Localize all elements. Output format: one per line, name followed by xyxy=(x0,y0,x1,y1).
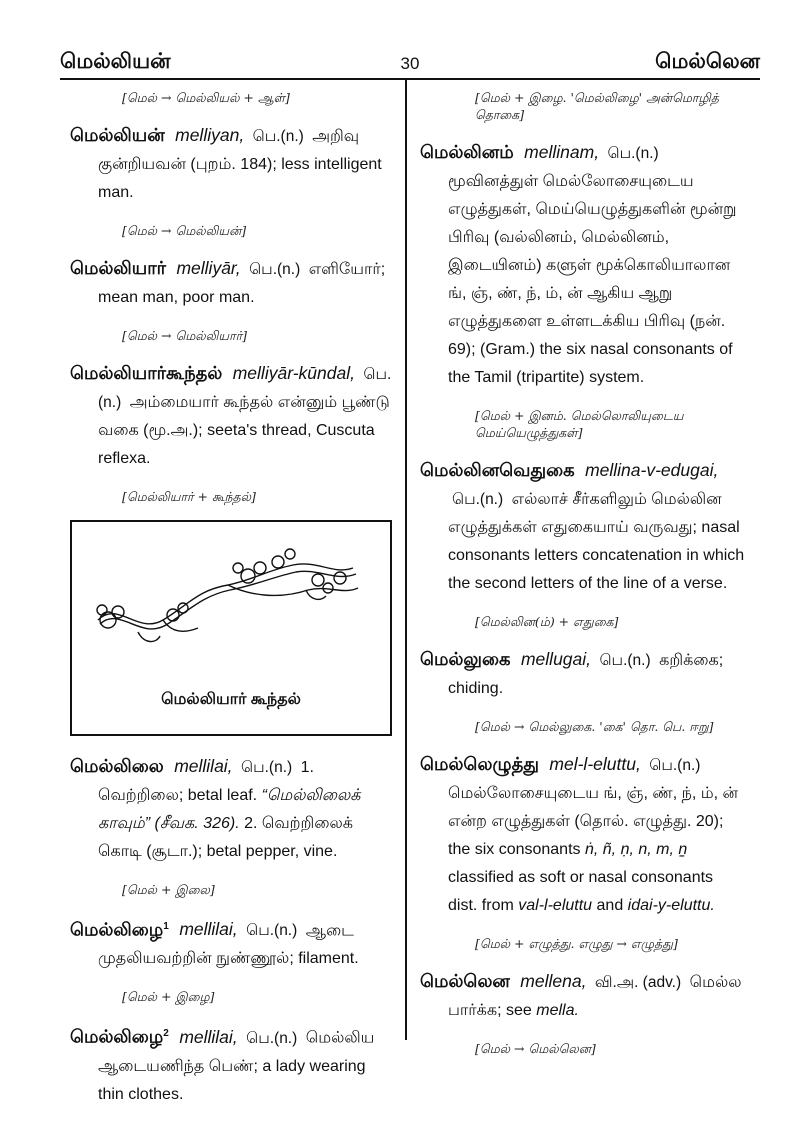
headword: மெல்லென xyxy=(420,971,510,991)
conjunction: and xyxy=(596,897,624,914)
etymology: [மெல் → மெல்லியன்] xyxy=(122,223,247,238)
headword: மெல்லினம் xyxy=(420,142,514,162)
transliteration: mellena, xyxy=(520,971,587,991)
part-of-speech: பெ.(n.) xyxy=(249,261,301,278)
transliteration: mellilai, xyxy=(174,756,233,776)
transliteration: mellilai, xyxy=(179,919,238,940)
part-of-speech: பெ.(n.) xyxy=(452,491,504,508)
cross-reference-term: idai-y-eluttu. xyxy=(627,897,715,914)
quotation: “மெல்லிலைக் காவும்” (சீவக. 326). xyxy=(98,787,361,832)
entry-mellizhai-1 xyxy=(70,913,392,973)
etymology: [மெல் → மெல்லியார்] xyxy=(122,328,248,343)
cross-reference-term: mella. xyxy=(536,1002,579,1019)
page-number: 30 xyxy=(400,54,420,73)
column-divider xyxy=(405,80,407,1040)
headword: மெல்லியார்கூந்தல் xyxy=(70,363,223,383)
header-guide-word-right: மெல்லென xyxy=(655,50,760,73)
right-column xyxy=(420,90,745,1072)
definition: கறிக்கை; chiding. xyxy=(448,652,724,697)
definition: மெல்ல பார்க்க; see xyxy=(448,974,742,1019)
figure-caption: மெல்லியார் கூந்தல் xyxy=(161,691,301,708)
entry-mel-l-eluttu xyxy=(420,750,745,920)
cross-reference-term: val-l-eluttu xyxy=(518,897,593,914)
part-of-speech: பெ.(n.) xyxy=(241,759,293,776)
part-of-speech: பெ.(n.) xyxy=(252,128,304,145)
transliteration: mellina-v-edugai, xyxy=(585,460,719,480)
header-guide-word-left: மெல்லியன் xyxy=(60,50,171,73)
headword: மெல்லிலை xyxy=(70,756,164,776)
part-of-speech: பெ.(n.) xyxy=(246,922,298,940)
headword: மெல்லியார் xyxy=(70,258,167,278)
entry-mellugai xyxy=(420,645,745,703)
part-of-speech: வி.அ. (adv.) xyxy=(594,974,682,991)
etymology: [மெல் → மெல்லியல் + ஆள்] xyxy=(122,90,290,105)
entry-melliyar xyxy=(70,254,392,312)
transliteration: melliyan, xyxy=(175,125,245,145)
entry-mellina-v-edugai xyxy=(420,456,745,598)
definition: ஆடை முதலியவற்றின் நுண்ணூல்; filament. xyxy=(98,922,359,968)
transliteration: melliyār, xyxy=(176,258,241,278)
etymology: [மெல் → மெல்லென] xyxy=(475,1041,596,1056)
definition: 1. வெற்றிலை; betal leaf. xyxy=(98,759,314,804)
transliteration: mellinam, xyxy=(524,142,600,162)
etymology: [மெல் + இழை] xyxy=(122,989,215,1005)
part-of-speech: பெ.(n.) xyxy=(246,1029,298,1047)
definition: அறிவு குன்றியவன் (புறம். 184); less intelligent man. xyxy=(98,128,382,201)
page-header xyxy=(60,38,760,80)
transliteration: mel-l-eluttu, xyxy=(549,754,641,774)
etymology: [மெல்லின(ம்) + எதுகை] xyxy=(475,614,619,629)
part-of-speech: பெ.(n.) xyxy=(599,652,651,669)
etymology: [மெல் + இனம். மெல்லொலியுடைய மெய்யெழுத்துகள்] xyxy=(475,408,684,440)
left-column xyxy=(70,90,392,1125)
headword: மெல்லிழை xyxy=(70,919,164,940)
homonym-number: 2 xyxy=(163,1028,169,1040)
headword: மெல்லுகை xyxy=(420,649,511,669)
entry-mellena xyxy=(420,967,745,1025)
part-of-speech: பெ.(n.) xyxy=(98,366,392,411)
definition: மெல்லிய ஆடையணிந்த பெண்; a lady wearing thin clothes. xyxy=(98,1029,375,1103)
plant-illustration-figure xyxy=(70,520,392,736)
etymology: [மெல் → மெல்லுகை. 'கை' தொ. பெ. ஈறு] xyxy=(475,719,714,734)
cuscuta-plant-illustration xyxy=(78,540,380,680)
etymology: [மெல் + இழை. 'மெல்லிழை' அன்மொழித் தொகை] xyxy=(475,90,719,122)
etymology: [மெல் + இலை] xyxy=(122,882,215,897)
entry-mellilai xyxy=(70,752,392,866)
entry-melliyar-kundal xyxy=(70,359,392,473)
entry-melliyan xyxy=(70,121,392,207)
entry-mellizhai-2 xyxy=(70,1020,392,1108)
definition: அம்மையார் கூந்தல் என்னும் பூண்டு வகை (மூ.அ.); seeta's thread, Cuscuta reflexa. xyxy=(98,394,390,467)
homonym-number: 1 xyxy=(163,921,169,932)
nasal-letters-transliteration: ṅ, ñ, ṇ, n, m, ṉ xyxy=(584,841,688,858)
transliteration: mellugai, xyxy=(520,649,592,669)
definition: எல்லாச் சீர்களிலும் மெல்லின எழுத்துக்கள் எதுகையாய் வருவது; nasal consonants letters concatenation in which the second letters of the line of a verse. xyxy=(448,491,745,592)
definition: 2. வெற்றிலைக் கொடி (சூடா.); betal pepper, vine. xyxy=(98,815,353,860)
part-of-speech: பெ.(n.) xyxy=(607,145,659,162)
etymology: [மெல்லியார் + கூந்தல்] xyxy=(122,489,256,504)
entry-mellinam xyxy=(420,138,745,392)
part-of-speech: பெ.(n.) xyxy=(649,757,701,774)
headword: மெல்லியன் xyxy=(70,125,165,145)
headword: மெல்லிழை xyxy=(70,1026,164,1047)
headword: மெல்லெழுத்து xyxy=(420,754,539,774)
transliteration: melliyār-kūndal, xyxy=(232,363,355,383)
etymology: [மெல் + எழுத்து. எழுது → எழுத்து] xyxy=(475,936,678,951)
definition: எளியோர்; mean man, poor man. xyxy=(98,261,386,306)
definition: மெல்லோசையுடைய ங், ஞ், ண், ந், ம், ன் என்ற எழுத்துகள் (தொல். எழுத்து. 20); the six consonants xyxy=(448,785,739,858)
headword: மெல்லினவெதுகை xyxy=(420,460,575,480)
definition: classified as soft or nasal consonants dist. from xyxy=(448,869,714,914)
definition: மூவினத்துள் மெல்லோசையுடைய எழுத்துகள், மெய்யெழுத்துகளின் மூன்று பிரிவு (வல்லினம், மெல்லினம், இடையினம்) களுள் மூக்கொலியாலான ங், ஞ், ண், ந், ம், ன் ஆகிய ஆறு எழுத்துகளை உள்ளடக்கிய பிரிவு (நன். 69); (Gram.) the six nasal consonants of the Tamil (tripartite) system. xyxy=(448,173,737,386)
transliteration: mellilai, xyxy=(179,1026,238,1047)
